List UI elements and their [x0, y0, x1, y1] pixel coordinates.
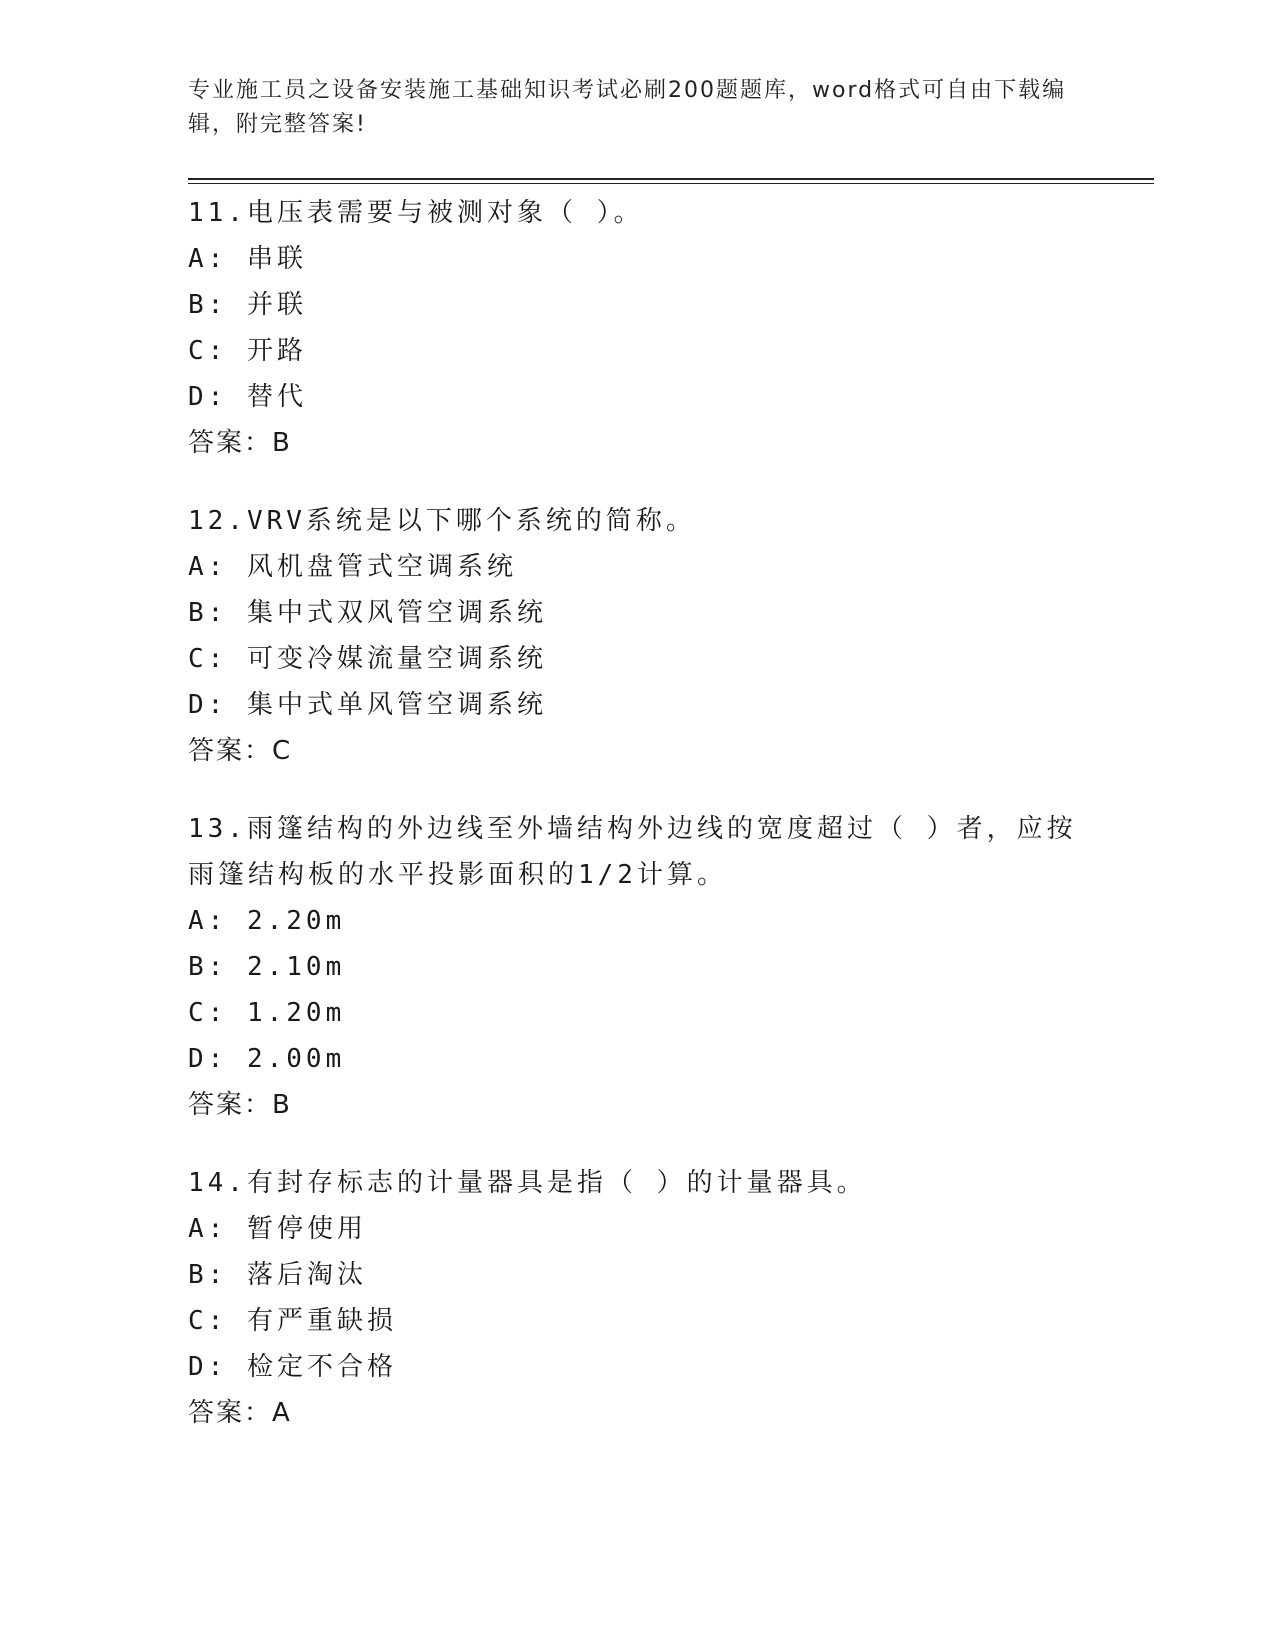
question-stem: 13.雨篷结构的外边线至外墙结构外边线的宽度超过（ ）者，应按雨篷结构板的水平投影面积的1/2计算。	[188, 814, 1077, 890]
option-b: B: 并联	[188, 290, 307, 320]
option-b: B: 集中式双风管空调系统	[188, 598, 547, 628]
option-a: A: 暂停使用	[188, 1214, 367, 1244]
question-stem: 11.电压表需要与被测对象（ ）。	[188, 198, 644, 228]
option-b: B: 2.10m	[188, 952, 346, 982]
question-12	[188, 498, 1088, 774]
question-14	[188, 1160, 1088, 1436]
answer: 答案：C	[188, 736, 293, 766]
option-c: C: 1.20m	[188, 998, 346, 1028]
answer: 答案：A	[188, 1398, 292, 1428]
answer: 答案：B	[188, 1090, 292, 1120]
option-c: C: 可变冷媒流量空调系统	[188, 644, 547, 674]
option-a: A: 2.20m	[188, 906, 346, 936]
question-list	[188, 190, 1088, 1468]
header-divider-thin	[188, 183, 1154, 184]
question-stem: 12.VRV系统是以下哪个系统的简称。	[188, 506, 696, 536]
option-c: C: 有严重缺损	[188, 1306, 397, 1336]
question-stem: 14.有封存标志的计量器具是指（ ）的计量器具。	[188, 1168, 867, 1198]
option-d: D: 2.00m	[188, 1044, 346, 1074]
option-d: D: 检定不合格	[188, 1352, 397, 1382]
option-b: B: 落后淘汰	[188, 1260, 367, 1290]
option-a: A: 串联	[188, 244, 307, 274]
answer: 答案：B	[188, 428, 292, 458]
option-a: A: 风机盘管式空调系统	[188, 552, 517, 582]
question-11	[188, 190, 1088, 466]
option-d: D: 集中式单风管空调系统	[188, 690, 547, 720]
header-divider-thick	[188, 178, 1154, 180]
option-d: D: 替代	[188, 382, 307, 412]
document-header: 专业施工员之设备安装施工基础知识考试必刷200题题库，word格式可自由下载编辑，附完整答案!	[188, 78, 1067, 137]
option-c: C: 开路	[188, 336, 307, 366]
question-13	[188, 806, 1088, 1128]
